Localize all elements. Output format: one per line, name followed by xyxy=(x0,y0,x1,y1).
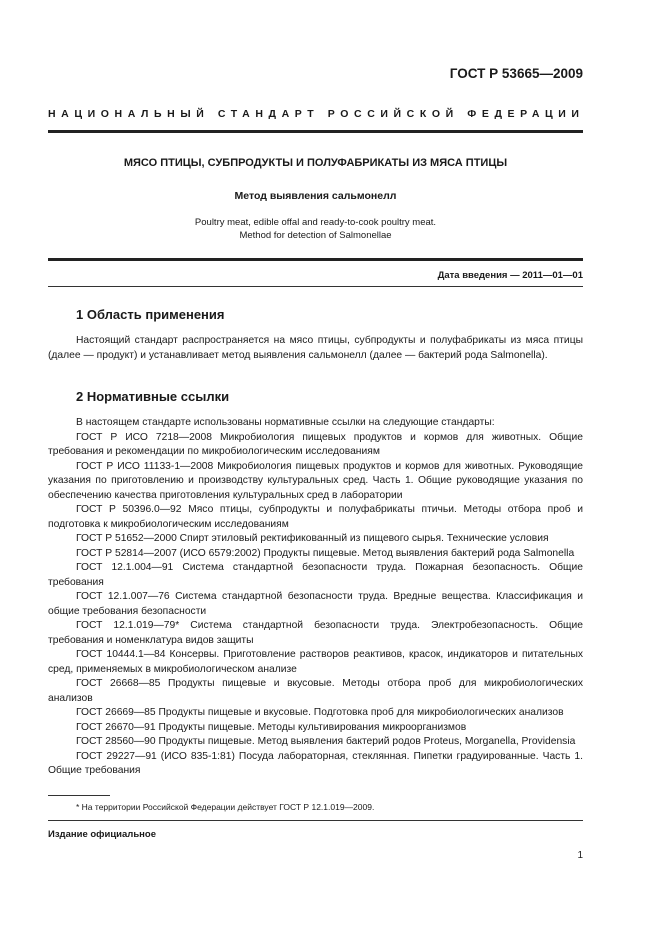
reference-item: ГОСТ Р ИСО 7218—2008 Микробиология пищевых продуктов и кормов для животных. Общие требования и рекомендации по микробиологическим исследованиям xyxy=(48,431,583,457)
header-rule xyxy=(48,130,583,133)
official-edition-label: Издание официальное xyxy=(48,829,156,840)
reference-item: ГОСТ 26670—91 Продукты пищевые. Методы культивирования микроорганизмов xyxy=(76,721,467,733)
footer-rule xyxy=(48,820,583,821)
reference-item: ГОСТ 29227—91 (ИСО 835-1:81) Посуда лабораторная, стеклянная. Пипетки градуированные. Часть 1. Общие требования xyxy=(48,750,583,776)
introduction-date: Дата введения — 2011—01—01 xyxy=(437,270,583,281)
reference-item: ГОСТ 12.1.004—91 Система стандартной безопасности труда. Пожарная безопасность. Общие требования xyxy=(48,562,583,588)
reference-item: ГОСТ 26668—85 Продукты пищевые и вкусовые. Методы отбора проб для микробиологических анализов xyxy=(48,678,583,704)
reference-item: ГОСТ Р ИСО 11133-1—2008 Микробиология пищевых продуктов и кормов для животных. Руководящие указания по приготовлению и производству культуральных сред. Часть 1. Общие руководящие указания по обеспечению качества приготовления культуральных сред в лаборатории xyxy=(48,460,583,501)
document-title: МЯСО ПТИЦЫ, СУБПРОДУКТЫ И ПОЛУФАБРИКАТЫ ИЗ МЯСА ПТИЦЫ xyxy=(123,157,508,169)
reference-item: ГОСТ Р 51652—2000 Спирт этиловый ректификованный из пищевого сырья. Технические условия xyxy=(76,533,549,544)
reference-item: ГОСТ 10444.1—84 Консервы. Приготовление растворов реактивов, красок, индикаторов и питательных сред, применяемых в микробиологическом анализе xyxy=(48,649,583,675)
section-1-heading: 1 Область применения xyxy=(76,307,225,322)
english-title-line-2: Method for detection of Salmonellae xyxy=(239,230,392,241)
references-intro: В настоящем стандарте использованы нормативные ссылки на следующие стандарты: xyxy=(76,417,495,428)
date-rule xyxy=(48,286,583,287)
english-title-line-1: Poultry meat, edible offal and ready-to-cook poultry meat. xyxy=(194,217,437,228)
reference-item: ГОСТ Р 52814—2007 (ИСО 6579:2002) Продукты пищевые. Метод выявления бактерий рода Salmonella xyxy=(76,547,575,559)
reference-item: ГОСТ 12.1.019—79* Система стандартной безопасности труда. Электробезопасность. Общие требования и номенклатура видов защиты xyxy=(48,620,583,646)
reference-item: ГОСТ 26669—85 Продукты пищевые и вкусовые. Подготовка проб для микробиологических анализов xyxy=(76,707,564,718)
reference-item: ГОСТ 12.1.007—76 Система стандартной безопасности труда. Вредные вещества. Классификация и общие требования безопасности xyxy=(48,591,583,617)
reference-item: ГОСТ 28560—90 Продукты пищевые. Метод выявления бактерий родов Proteus, Morganella, Providensia xyxy=(76,736,576,747)
reference-item: ГОСТ Р 50396.0—92 Мясо птицы, субпродукты и полуфабрикаты птичьи. Методы отбора проб и подготовка к микробиологическим исследованиям xyxy=(48,504,583,530)
standard-code: ГОСТ Р 53665—2009 xyxy=(449,66,583,81)
national-standard-banner: НАЦИОНАЛЬНЫЙ СТАНДАРТ РОССИЙСКОЙ ФЕДЕРАЦИИ xyxy=(48,108,585,120)
normative-references-list xyxy=(48,416,583,779)
english-title xyxy=(48,216,583,242)
document-subtitle: Метод выявления сальмонелл xyxy=(234,190,397,202)
page-number: 1 xyxy=(577,850,583,861)
footnote: * На территории Российской Федерации действует ГОСТ Р 12.1.019—2009. xyxy=(76,802,375,812)
section-1-text: Настоящий стандарт распространяется на мясо птицы, субпродукты и полуфабрикаты из мяса птицы (далее — продукт) и устанавливает метод выявления сальмонелл (далее — бактерий рода Salmonella). xyxy=(48,335,583,361)
title-rule xyxy=(48,258,583,261)
footnote-separator xyxy=(48,795,110,796)
section-2-heading: 2 Нормативные ссылки xyxy=(76,389,230,404)
